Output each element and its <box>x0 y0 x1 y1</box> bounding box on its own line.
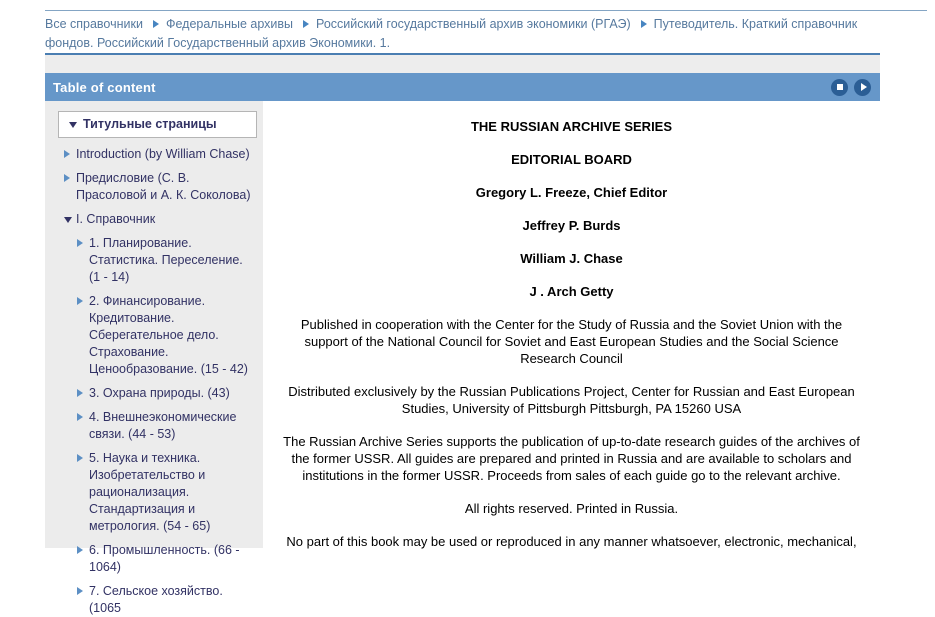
play-icon <box>861 83 867 91</box>
toc-tree-item[interactable] <box>58 385 257 402</box>
square-icon <box>837 84 843 90</box>
triangle-down-icon <box>69 122 77 128</box>
content-heading: EDITORIAL BOARD <box>511 152 632 167</box>
triangle-right-icon <box>77 413 83 421</box>
breadcrumb-link[interactable]: Федеральные архивы <box>165 17 294 31</box>
triangle-right-icon <box>77 297 83 305</box>
panel-header <box>45 73 880 101</box>
toc-tree-item[interactable] <box>58 583 257 617</box>
triangle-down-icon <box>64 217 72 223</box>
content-paragraph: No part of this book may be used or reproduced in any manner whatsoever, electronic, mechanical, <box>286 534 857 549</box>
triangle-right-icon <box>77 454 83 462</box>
content-paragraph: The Russian Archive Series supports the publication of up-to-date research guides of the archives of the former USSR. All guides are prepared and printed in Russia and are available to scholars and institutions in the former USSR. Proceeds from sales of each guide go to the relevant archive. <box>283 434 860 483</box>
content-heading: THE RUSSIAN ARCHIVE SERIES <box>470 119 673 134</box>
panel-buttons <box>825 79 871 96</box>
triangle-right-icon <box>77 239 83 247</box>
triangle-right-icon <box>77 389 83 397</box>
triangle-right-icon <box>77 587 83 595</box>
content-heading: J . Arch Getty <box>529 284 614 299</box>
breadcrumb-link[interactable]: Все справочники <box>45 17 143 31</box>
toc-item-label: 4. Внешнеэкономические связи. (44 - 53) <box>89 410 237 441</box>
toc-tree-item[interactable] <box>58 450 257 535</box>
panel-title: Table of content <box>53 79 156 95</box>
toc-tree-item[interactable] <box>58 542 257 576</box>
toc-tree-item[interactable] <box>58 146 257 163</box>
breadcrumb-arrow-icon <box>303 20 309 28</box>
top-divider <box>45 10 927 11</box>
toc-item-label: Introduction (by William Chase) <box>76 147 250 161</box>
triangle-right-icon <box>64 174 70 182</box>
triangle-right-icon <box>77 546 83 554</box>
content-paragraph: Distributed exclusively by the Russian Publications Project, Center for Russian and East European Studies, University of Pittsburgh Pittsburgh, PA 15260 USA <box>288 384 855 416</box>
panel-arrow-button[interactable] <box>854 79 871 96</box>
toc-tree-item[interactable] <box>58 170 257 204</box>
content-heading: Jeffrey P. Burds <box>522 218 621 233</box>
breadcrumb <box>45 15 883 53</box>
toc-widget <box>45 53 880 615</box>
toc-item-label: Предисловие (С. В. Прасоловой и А. К. Соколова) <box>76 171 251 202</box>
page <box>0 10 935 615</box>
toc-tree-item[interactable] <box>58 111 257 138</box>
panel-body <box>45 101 880 615</box>
content-heading: Gregory L. Freeze, Chief Editor <box>475 185 668 200</box>
toc-item-label: I. Справочник <box>76 212 156 226</box>
toc-tree-item[interactable] <box>58 235 257 286</box>
breadcrumb-link[interactable]: Российский государственный архив экономики (РГАЭ) <box>316 17 631 31</box>
toc-item-label: 5. Наука и техника. Изобретательство и рационализация. Стандартизация и метрология. (54 - 65) <box>89 451 211 533</box>
toc-item-label: 6. Промышленность. (66 - 1064) <box>89 543 240 574</box>
breadcrumb-arrow-icon <box>153 20 159 28</box>
toc-item-label: Титульные страницы <box>83 117 217 131</box>
triangle-right-icon <box>64 150 70 158</box>
toc-tree-item[interactable] <box>58 211 257 228</box>
breadcrumb-arrow-icon <box>641 20 647 28</box>
content-pane <box>263 101 880 548</box>
toc-item-label: 2. Финансирование. Кредитование. Сберегательное дело. Страхование. Ценообразование. (15 - 42) <box>89 294 248 376</box>
content-paragraph: Published in cooperation with the Center for the Study of Russia and the Soviet Union with the support of the National Council for Soviet and East European Studies and the Social Science Research Council <box>300 317 843 366</box>
panel-square-button[interactable] <box>831 79 848 96</box>
toc-item-label: 7. Сельское хозяйство. (1065 <box>89 584 223 615</box>
breadcrumb-link[interactable]: Путеводитель. Краткий справочник фондов. Российский Государственный архив Экономики. 1. <box>45 17 858 50</box>
toc-item-label: 1. Планирование. Статистика. Переселение. (1 - 14) <box>89 236 243 284</box>
header-spacer <box>45 55 880 73</box>
toc-tree-item[interactable] <box>58 293 257 378</box>
toc-item-label: 3. Охрана природы. (43) <box>89 386 230 400</box>
toc-tree-item[interactable] <box>58 409 257 443</box>
toc-sidebar <box>45 101 263 615</box>
content-heading: William J. Chase <box>520 251 623 266</box>
content-paragraph: All rights reserved. Printed in Russia. <box>464 501 679 516</box>
